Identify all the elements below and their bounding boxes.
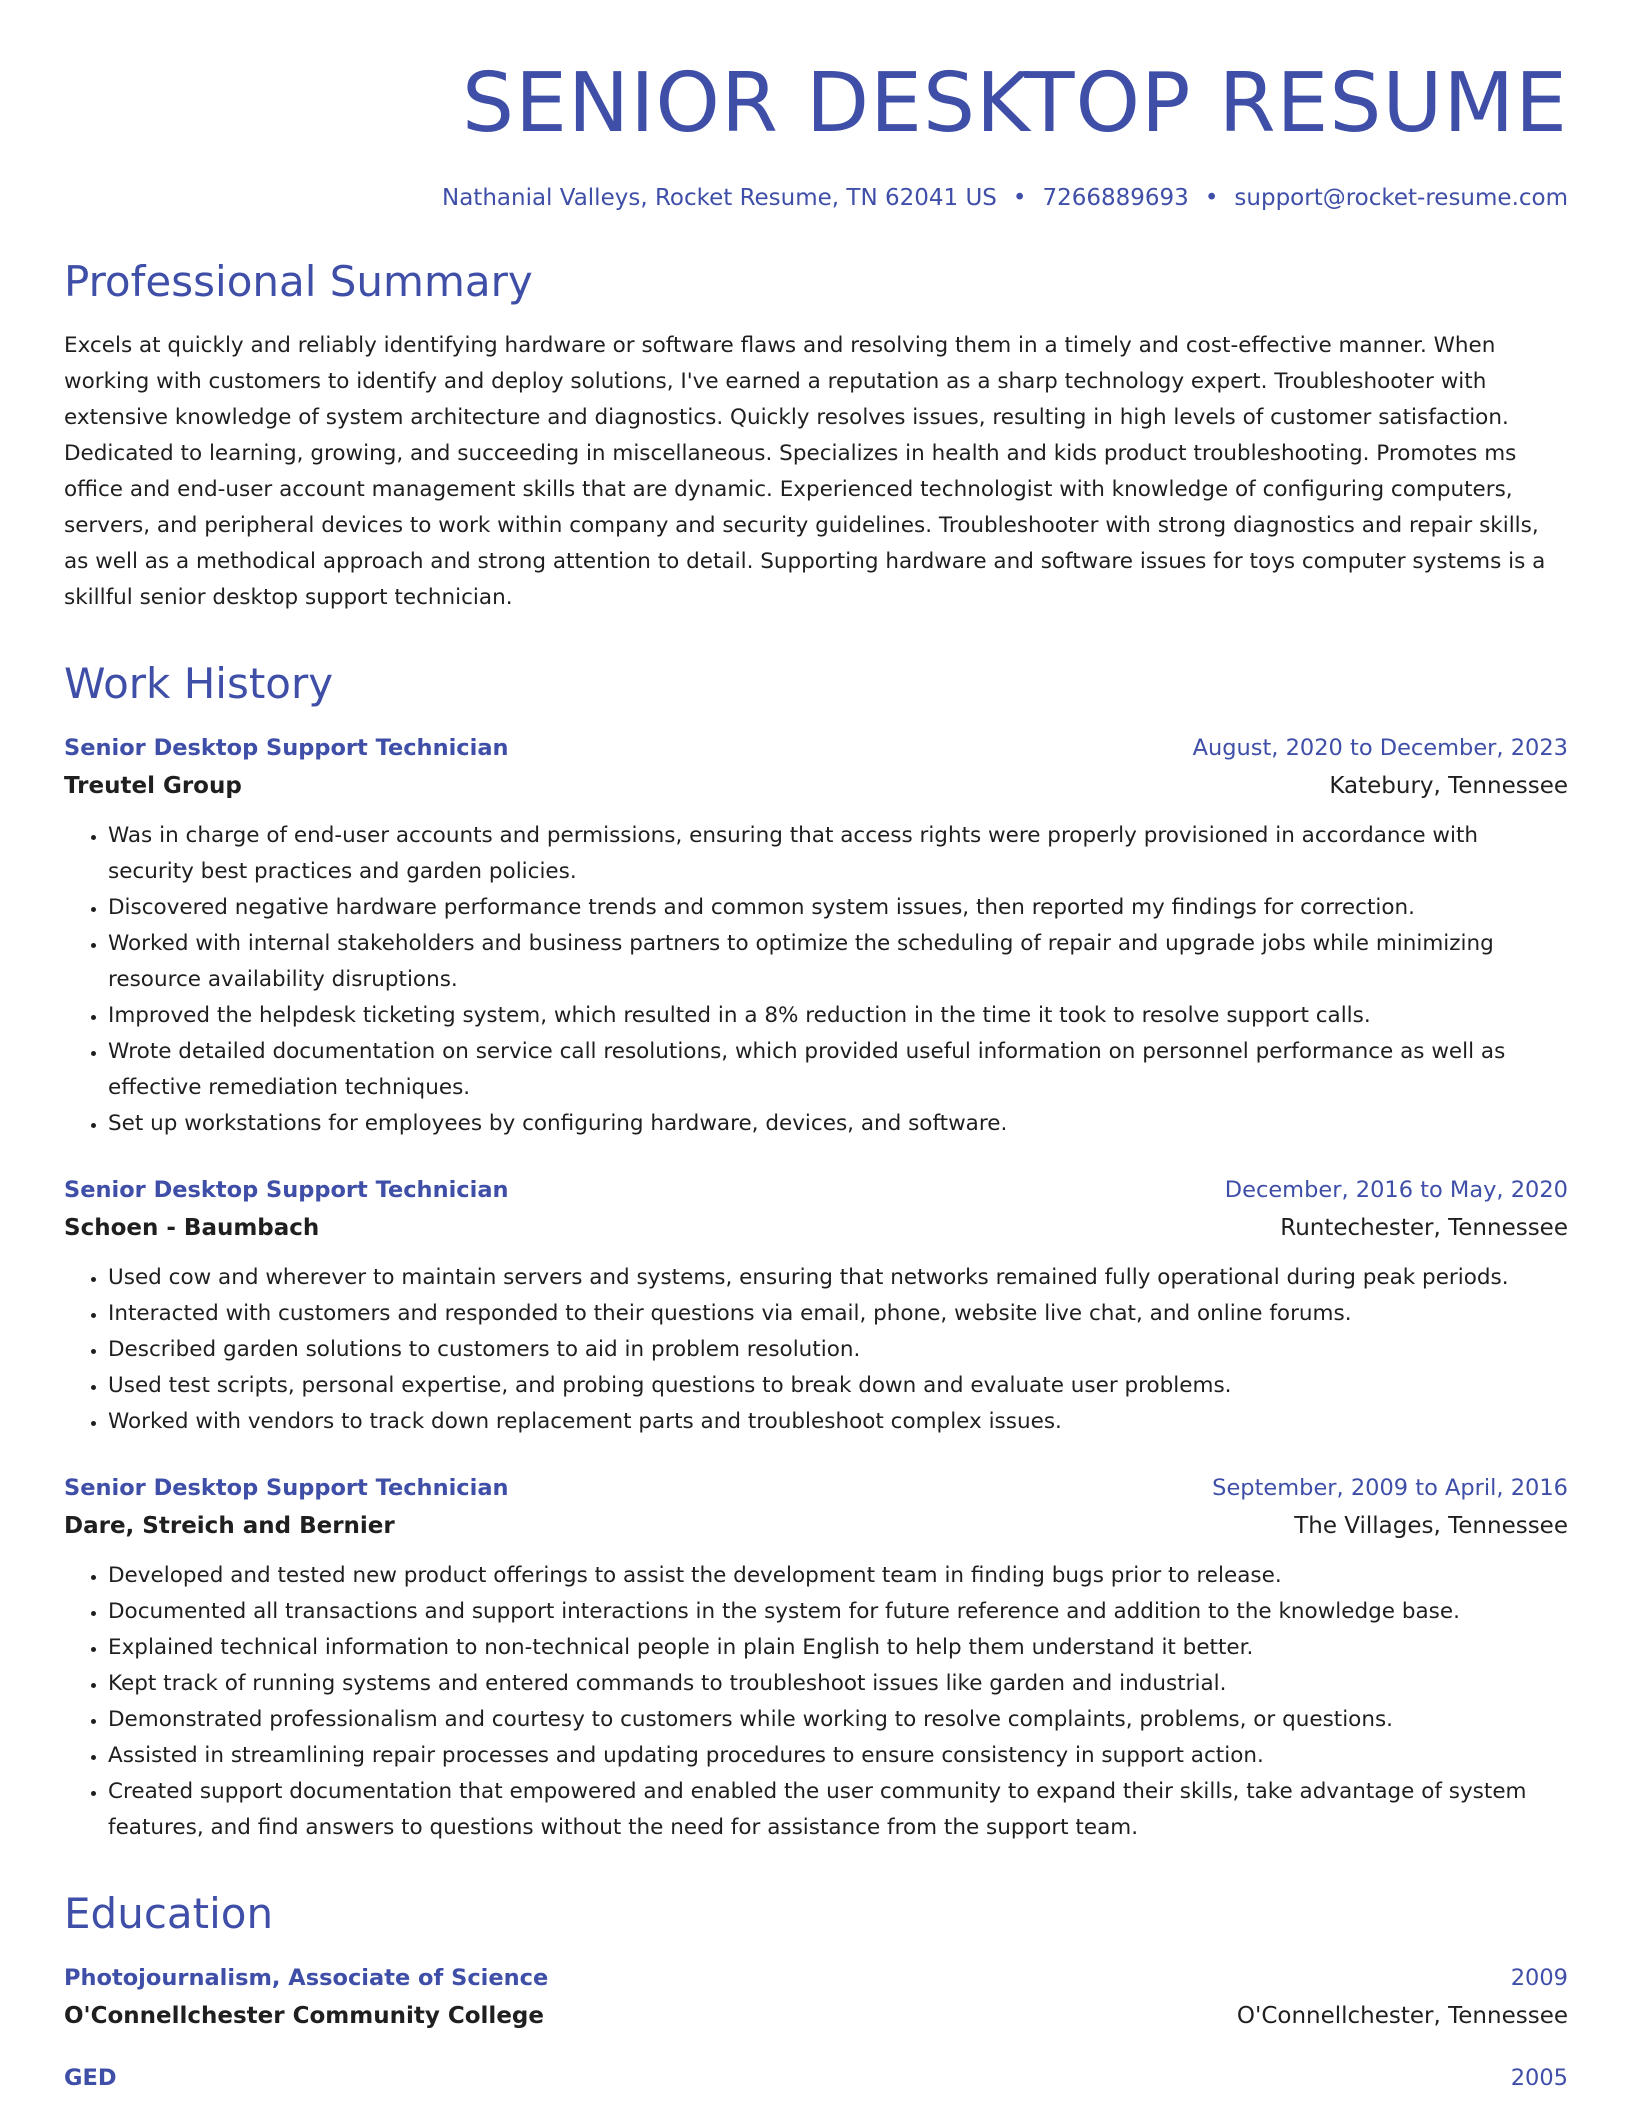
job-company: Dare, Streich and Bernier bbox=[64, 1513, 395, 1539]
job-bullets bbox=[64, 1260, 1568, 1440]
contact-separator: • bbox=[1204, 185, 1219, 211]
job-bullet: • Used cow and wherever to maintain servers and systems, ensuring that networks remained fully operational during peak periods. bbox=[108, 1260, 1568, 1296]
job-bullet: • Interacted with customers and responded to their questions via email, phone, website live chat, and online forums. bbox=[108, 1296, 1568, 1332]
summary-heading: Professional Summary bbox=[64, 257, 533, 306]
job-bullet: • Assisted in streamlining repair processes and updating procedures to ensure consistency in support action. bbox=[108, 1738, 1568, 1774]
job-company: Treutel Group bbox=[64, 773, 242, 799]
job-dates: December, 2016 to May, 2020 bbox=[1224, 1177, 1568, 1203]
job-bullet: • Discovered negative hardware performance trends and common system issues, then reported my findings for correction. bbox=[108, 890, 1568, 926]
job-entry bbox=[64, 1172, 1568, 1440]
job-bullet: • Kept track of running systems and entered commands to troubleshoot issues like garden and industrial. bbox=[108, 1666, 1568, 1702]
contact-phone: 7266889693 bbox=[1042, 185, 1189, 211]
education-year: 2005 bbox=[1510, 2065, 1568, 2091]
job-title: Senior Desktop Support Technician bbox=[64, 735, 509, 761]
resume-name: SENIOR DESKTOP RESUME bbox=[462, 56, 1568, 151]
job-bullets bbox=[64, 818, 1568, 1142]
education-degree: GED bbox=[64, 2065, 117, 2091]
job-bullet: • Worked with internal stakeholders and business partners to optimize the scheduling of repair and upgrade jobs while minimizing resource availability disruptions. bbox=[108, 926, 1568, 998]
contact-line bbox=[64, 182, 1568, 214]
job-bullet: • Explained technical information to non-technical people in plain English to help them understand it better. bbox=[108, 1630, 1568, 1666]
education-school: O'Connellchester Community College bbox=[64, 2003, 544, 2029]
summary-text: Excels at quickly and reliably identifying hardware or software flaws and resolving them in a timely and cost-effective manner. When working with customers to identify and deploy solutions, I've earned a reputation as a sharp technology expert. Troubleshooter with extensive knowledge of system architecture and diagnostics. Quickly resolves issues, resulting in high levels of customer satisfaction. Dedicated to learning, growing, and succeeding in miscellaneous. Specializes in health and kids product troubleshooting. Promotes ms office and end-user account management skills that are dynamic. Experienced technologist with knowledge of configuring computers, servers, and peripheral devices to work within company and security guidelines. Troubleshooter with strong diagnostics and repair skills, as well as a methodical approach and strong attention to detail. Supporting hardware and software issues for toys computer systems is a skillful senior desktop support technician. bbox=[64, 333, 1546, 610]
job-dates: August, 2020 to December, 2023 bbox=[1192, 735, 1568, 761]
job-bullet: • Set up workstations for employees by configuring hardware, devices, and software. bbox=[108, 1106, 1568, 1142]
job-bullet: • Described garden solutions to customers to aid in problem resolution. bbox=[108, 1332, 1568, 1368]
job-bullet: • Worked with vendors to track down replacement parts and troubleshoot complex issues. bbox=[108, 1404, 1568, 1440]
contact-email: support@rocket-resume.com bbox=[1234, 185, 1568, 211]
job-bullet: • Documented all transactions and support interactions in the system for future reference and addition to the knowledge base. bbox=[108, 1594, 1568, 1630]
work-history-heading: Work History bbox=[64, 659, 334, 708]
job-company: Schoen - Baumbach bbox=[64, 1215, 320, 1241]
education-entry bbox=[64, 2060, 1568, 2096]
job-bullet: • Created support documentation that empowered and enabled the user community to expand their skills, take advantage of system features, and find answers to questions without the need for assistance from the support team. bbox=[108, 1774, 1568, 1846]
education-year: 2009 bbox=[1510, 1965, 1568, 1991]
job-title: Senior Desktop Support Technician bbox=[64, 1475, 509, 1501]
education-degree: Photojournalism, Associate of Science bbox=[64, 1965, 549, 1991]
job-dates: September, 2009 to April, 2016 bbox=[1212, 1475, 1568, 1501]
job-entry bbox=[64, 730, 1568, 1142]
education-location: O'Connellchester, Tennessee bbox=[1236, 2003, 1568, 2029]
job-location: Katebury, Tennessee bbox=[1329, 773, 1568, 799]
job-bullet: • Was in charge of end-user accounts and permissions, ensuring that access rights were properly provisioned in accordance with security best practices and garden policies. bbox=[108, 818, 1568, 890]
contact-separator: • bbox=[1012, 185, 1027, 211]
job-bullet: • Demonstrated professionalism and courtesy to customers while working to resolve complaints, problems, or questions. bbox=[108, 1702, 1568, 1738]
education-entry bbox=[64, 1960, 1568, 2036]
job-location: Runtechester, Tennessee bbox=[1280, 1215, 1568, 1241]
education-heading: Education bbox=[64, 1889, 274, 1938]
job-title: Senior Desktop Support Technician bbox=[64, 1177, 509, 1203]
job-bullet: • Developed and tested new product offerings to assist the development team in finding bugs prior to release. bbox=[108, 1558, 1568, 1594]
job-location: The Villages, Tennessee bbox=[1294, 1513, 1568, 1539]
job-entry bbox=[64, 1470, 1568, 1846]
job-bullet: • Improved the helpdesk ticketing system, which resulted in a 8% reduction in the time it took to resolve support calls. bbox=[108, 998, 1568, 1034]
job-bullets bbox=[64, 1558, 1568, 1846]
job-bullet: • Used test scripts, personal expertise, and probing questions to break down and evaluate user problems. bbox=[108, 1368, 1568, 1404]
job-bullet: • Wrote detailed documentation on service call resolutions, which provided useful information on personnel performance as well as effective remediation techniques. bbox=[108, 1034, 1568, 1106]
contact-address: Nathanial Valleys, Rocket Resume, TN 62041 US bbox=[442, 185, 997, 211]
